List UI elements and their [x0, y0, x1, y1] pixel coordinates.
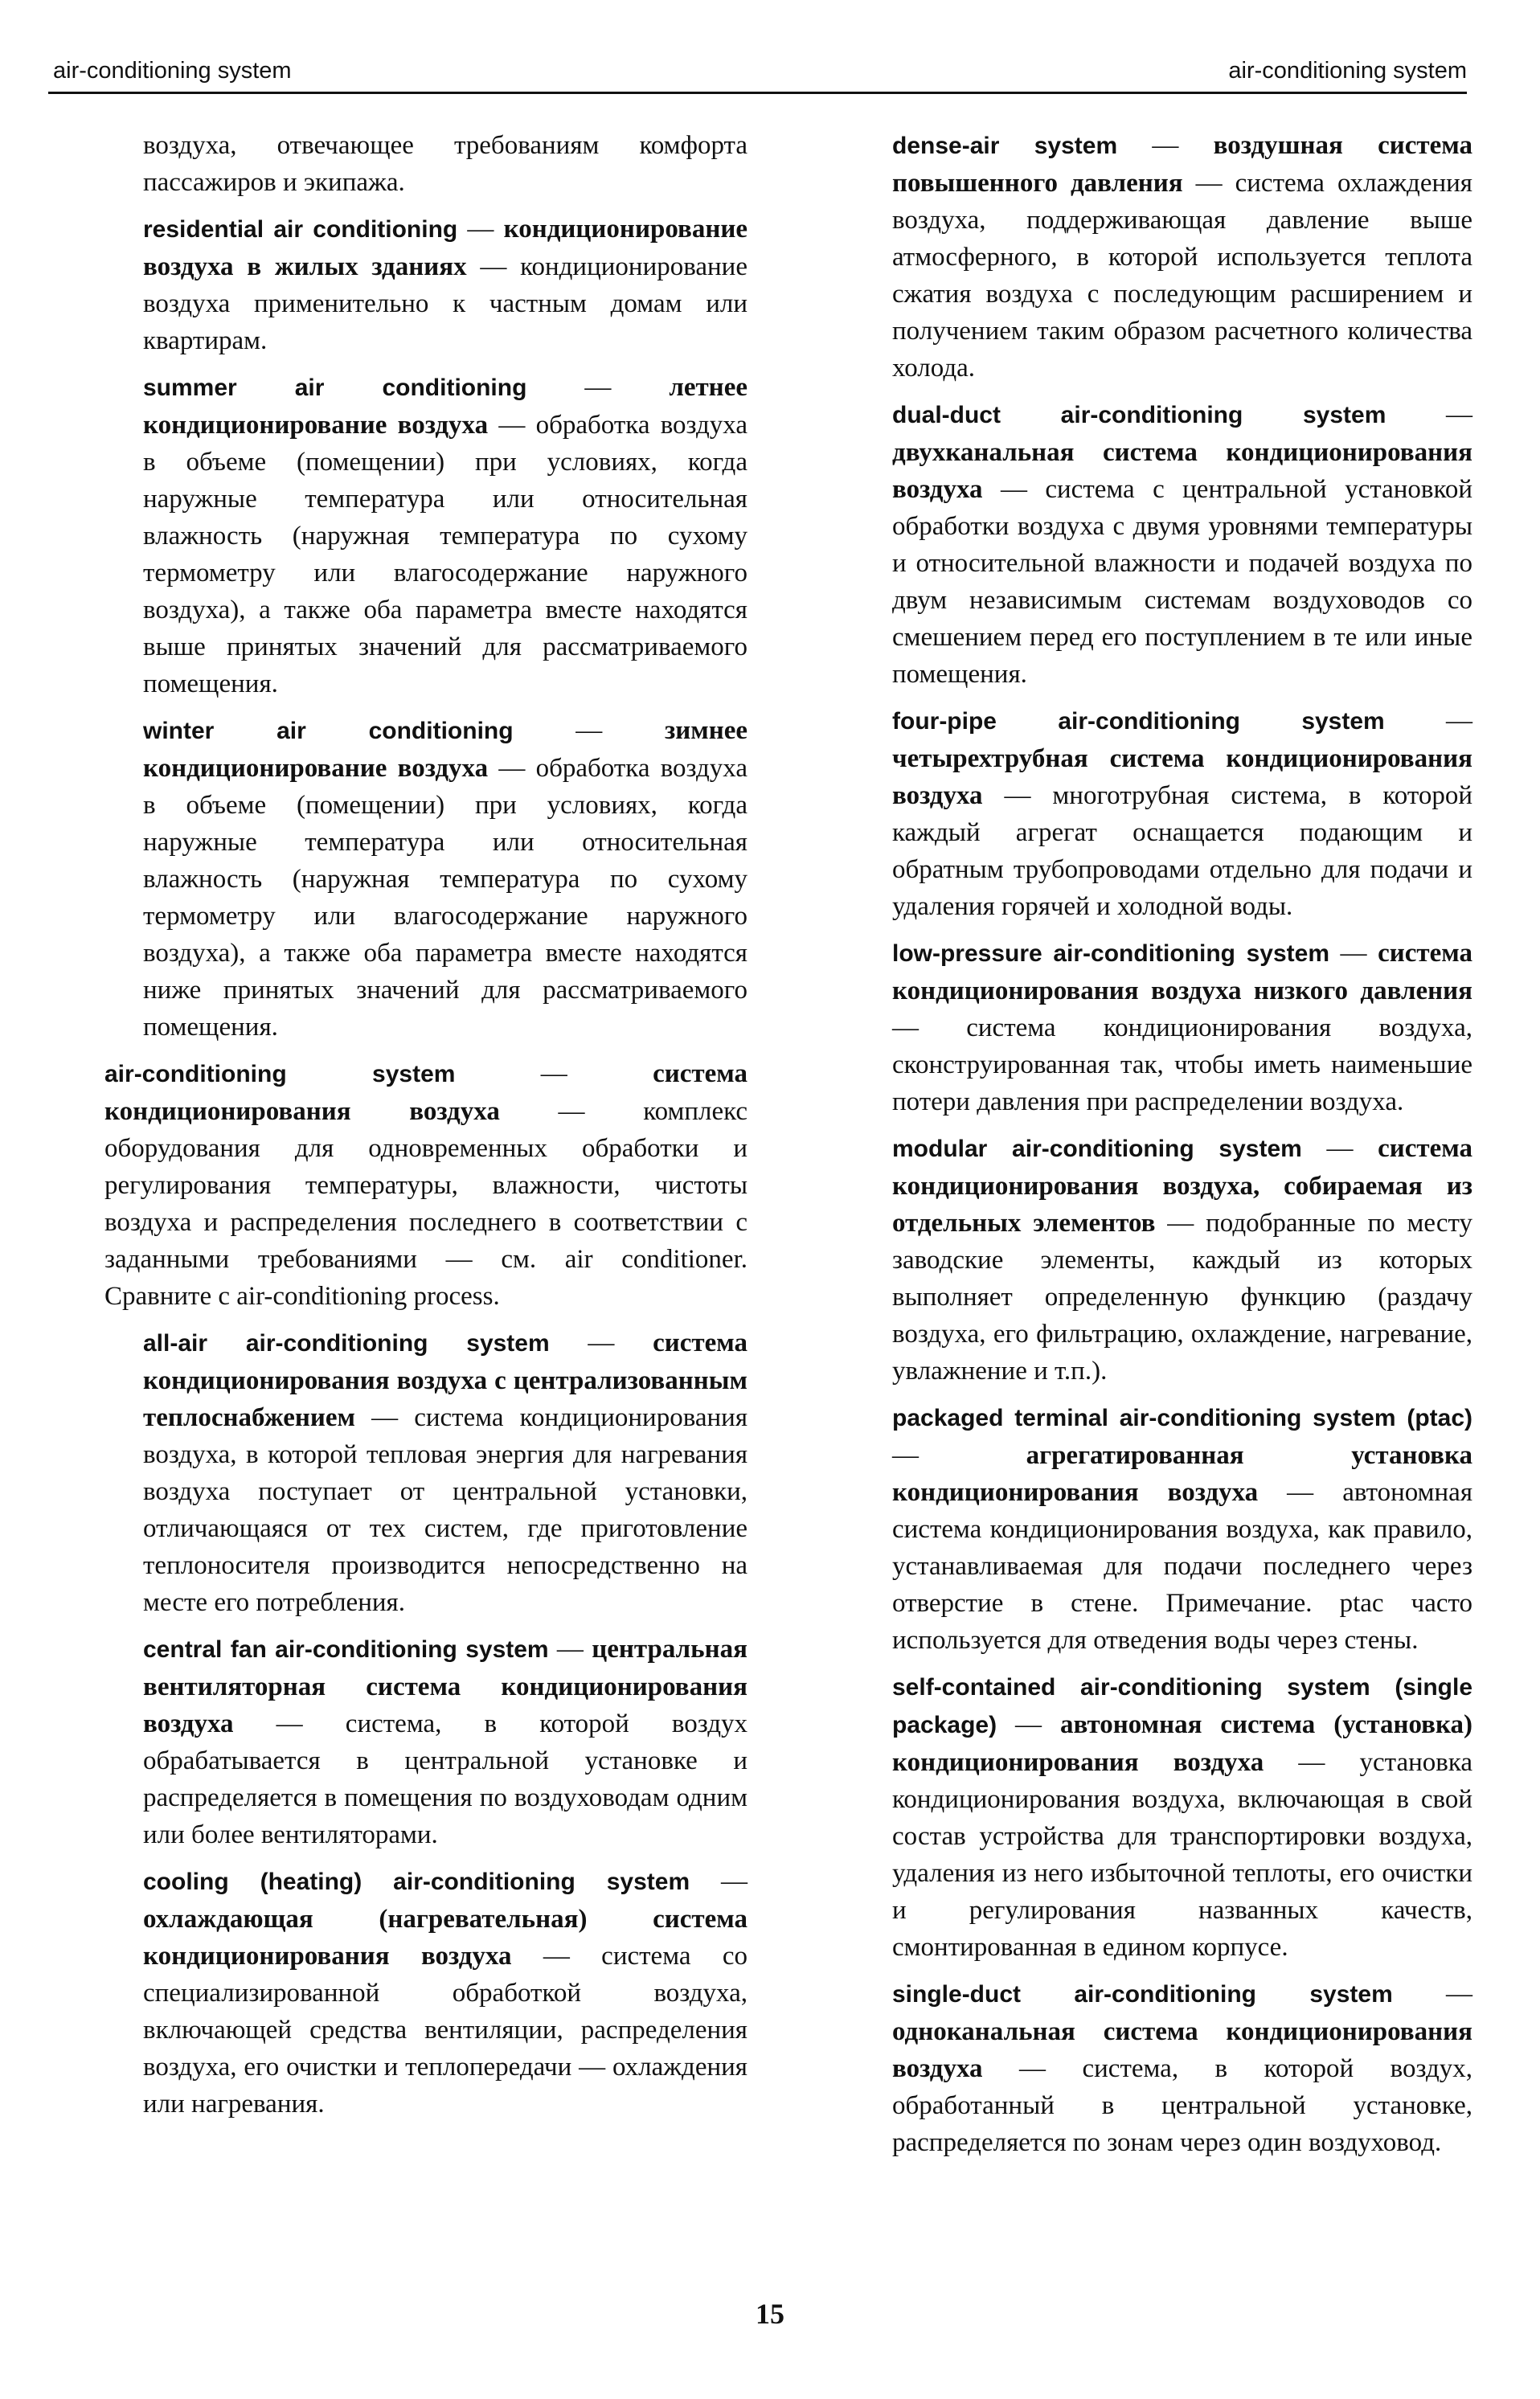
running-header [48, 58, 1467, 88]
entry-term: all-air air-conditioning system [143, 1330, 550, 1357]
entry-term: dense-air system [892, 133, 1118, 159]
entry-definition: многотрубная система, в которой каждый агрегат оснащается подающим и обратным трубопроводами отдельно для подачи и удаления горячей и холодной воды. [892, 781, 1472, 921]
dictionary-entry: single-duct air-conditioning system — одноканальная система кондиционирования воздуха — система, в которой воздух, обработанный в центральной установке, распределяется по зонам через один воздуховод. [892, 1979, 1473, 2157]
entry-translation: система кондиционирования воздуха с централизованным теплоснабжением [143, 1328, 747, 1432]
entry-translation: четырехтрубная система кондиционирования воздуха [892, 744, 1472, 810]
entry-definition: система с центральной установкой обработки воздуха с двумя уровнями температуры и относительной влажности и подачей воздуха по двум независимым системам воздуховодов со смешением перед его поступлением в те или иные помещения. [892, 475, 1473, 689]
entry-definition: система, в которой воздух, обработанный в центральной установке, распределяется по зонам через один воздуховод. [892, 2054, 1473, 2157]
entry-translation: зимнее кондиционирование воздуха [143, 716, 748, 783]
dictionary-entry: four-pipe air-conditioning system — четырехтрубная система кондиционирования воздуха — многотрубная система, в которой каждый агрегат оснащается подающим и обратным трубопроводами отдельно для подачи и удаления горячей и холодной воды. [892, 706, 1472, 921]
entry-definition: воздуха, отвечающее требованиям комфорта пассажиров и экипажа. [143, 131, 747, 197]
entry-definition: обработка воздуха в объеме (помещении) при условиях, когда наружные температура или относительная влажность (наружная температура по сухому термометру или влагосодержание наружного воздуха), а также оба параметра вместе находятся ниже принятых значений для рассматриваемого помещения. [143, 754, 747, 1042]
entry-translation: центральная вентиляторная система кондиционирования воздуха [143, 1635, 747, 1738]
entry-translation: автономная система (установка) кондиционирования воздуха [892, 1710, 1472, 1777]
right-column [854, 127, 1472, 2171]
entry-translation: воздушная система повышенного давления [892, 131, 1472, 198]
entry-term: summer air conditioning [143, 375, 527, 401]
entry-translation: летнее кондиционирование воздуха [143, 373, 747, 440]
entry-translation: охлаждающая (нагревательная) система кондиционирования воздуха [143, 1905, 747, 1971]
dictionary-entry: residential air conditioning — кондиционирование воздуха в жилых зданиях — кондиционирование воздуха применительно к частным домам или квартирам. [143, 215, 747, 355]
entry-definition: обработка воздуха в объеме (помещении) при условиях, когда наружные температура или относительная влажность (наружная температура по сухому термометру или влагосодержание наружного воздуха), а также оба параметра вместе находятся выше принятых значений для рассматриваемого помещения. [143, 411, 747, 698]
dictionary-entry: low-pressure air-conditioning system — система кондиционирования воздуха низкого давления — система кондиционирования воздуха, сконструированная так, чтобы иметь наименьшие потери давления при распределении воздуха. [892, 939, 1473, 1116]
entry-definition: кондиционирование воздуха применительно к частным домам или квартирам. [143, 252, 747, 355]
entry-term: four-pipe air-conditioning system [892, 708, 1385, 735]
entry-translation: агрегатированная установка кондиционирования воздуха [892, 1441, 1472, 1507]
dictionary-entry: cooling (heating) air-conditioning system — охлаждающая (нагревательная) система кондиционирования воздуха — система со специализированной обработкой воздуха, включающей средства вентиляции, распределения воздуха, его очистки и теплопередачи — охлаждения или нагревания. [143, 1867, 748, 2119]
entry-definition: система кондиционирования воздуха, в которой тепловая энергия для нагревания воздуха поступает от центральной установки, отличающаяся от тех систем, где приготовление теплоносителя производится непосредственно на месте его потребления. [143, 1403, 747, 1617]
entry-definition: система кондиционирования воздуха, сконструированная так, чтобы иметь наименьшие потери давления при распределении воздуха. [892, 1013, 1473, 1116]
entry-term: residential air conditioning [143, 216, 458, 243]
header-right: air-conditioning system [1228, 58, 1467, 84]
entry-definition: система, в которой воздух обрабатывается в центральной установке и распределяется в помещения по воздуховодам одним или более вентиляторами. [143, 1709, 748, 1849]
dictionary-entry: self-contained air-conditioning system (single package) — автономная система (установка) кондиционирования воздуха — установка кондиционирования воздуха, включающая в свой состав устройства для транспортировки воздуха, удаления из него избыточной теплоты, его очистки и регулирования названных качеств, смонтированная в едином корпусе. [892, 1674, 1473, 1962]
entry-term: winter air conditioning [143, 718, 514, 744]
dictionary-entry: winter air conditioning — зимнее кондиционирование воздуха — обработка воздуха в объеме (помещении) при условиях, когда наружные температура или относительная влажность (наружная температура по сухому термометру или влагосодержание наружного воздуха), а также оба параметра вместе находятся ниже принятых значений для рассматриваемого помещения. [143, 716, 748, 1042]
entry-definition: система охлаждения воздуха, поддерживающая давление выше атмосферного, в которой используется теплота сжатия воздуха с последующим расширением и получением таким образом расчетного количества холода. [892, 169, 1472, 383]
entry-definition: установка кондиционирования воздуха, включающая в свой состав устройства для транспортировки воздуха, удаления из него избыточной теплоты, его очистки и регулирования названных качеств, смонтированная в едином корпусе. [892, 1748, 1473, 1962]
entry-definition: система со специализированной обработкой воздуха, включающей средства вентиляции, распределения воздуха, его очистки и теплопередачи — охлаждения или нагревания. [143, 1942, 747, 2119]
dictionary-entry: all-air air-conditioning system — система кондиционирования воздуха с централизованным теплоснабжением — система кондиционирования воздуха, в которой тепловая энергия для нагревания воздуха поступает от центральной установки, отличающаяся от тех систем, где приготовление теплоносителя производится непосредственно на месте его потребления. [143, 1328, 747, 1617]
header-left: air-conditioning system [53, 58, 292, 84]
entry-term: dual-duct air-conditioning system [892, 402, 1386, 428]
entry-translation: кондиционирование воздуха в жилых зданиях [143, 215, 747, 281]
entry-term: low-pressure air-conditioning system [892, 940, 1330, 967]
dictionary-entry: air-conditioning system — система кондиционирования воздуха — комплекс оборудования для одновременных обработки и регулирования температуры, влажности, чистоты воздуха и распределения последнего в соответствии с заданными требованиями — см. air conditioner. Сравните с air-conditioning process. [104, 1059, 748, 1311]
entry-definition: подобранные по месту заводские элементы, каждый из которых выполняет определенную функцию (раздачу воздуха, его фильтрацию, охлаждение, нагревание, увлажнение и т.п.). [892, 1209, 1472, 1386]
dictionary-entry: dual-duct air-conditioning system — двухканальная система кондиционирования воздуха — система с центральной установкой обработки воздуха с двумя уровнями температуры и относительной влажности и подачей воздуха по двум независимым системам воздуховодов со смешением перед его поступлением в те или иные помещения. [892, 400, 1473, 689]
entry-term: self-contained air-conditioning system (single package) [892, 1674, 1472, 1738]
entry-definition: автономная система кондиционирования воздуха, как правило, устанавливаемая для подачи последнего через отверстие в стене. Примечание. ptac часто используется для отведения воды через стены. [892, 1478, 1472, 1655]
dictionary-entry: summer air conditioning — летнее кондиционирование воздуха — обработка воздуха в объеме (помещении) при условиях, когда наружные температура или относительная влажность (наружная температура по сухому термометру или влагосодержание наружного воздуха), а также оба параметра вместе находятся выше принятых значений для рассматриваемого помещения. [143, 373, 747, 698]
entry-term: cooling (heating) air-conditioning system [143, 1869, 690, 1895]
entry-translation: система кондиционирования воздуха, собираемая из отдельных элементов [892, 1134, 1473, 1238]
entry-term: modular air-conditioning system [892, 1136, 1302, 1162]
entry-term: central fan air-conditioning system [143, 1636, 549, 1663]
dictionary-entry: central fan air-conditioning system — центральная вентиляторная система кондиционирования воздуха — система, в которой воздух обрабатывается в центральной установке и распределяется в помещения по воздуховодам одним или более вентиляторами. [143, 1635, 748, 1849]
page-number: 15 [756, 2298, 784, 2330]
entry-term: packaged terminal air-conditioning system (ptac) [892, 1405, 1472, 1431]
left-column [104, 127, 747, 2132]
entry-term: single-duct air-conditioning system [892, 1981, 1393, 2008]
entry-translation: двухканальная система кондиционирования воздуха [892, 438, 1472, 504]
dictionary-entry [143, 127, 747, 201]
dictionary-entry: dense-air system — воздушная система повышенного давления — система охлаждения воздуха, поддерживающая давление выше атмосферного, в которой используется теплота сжатия воздуха с последующим расширением и получением таким образом расчетного количества холода. [892, 131, 1472, 383]
entry-term: air-conditioning system [104, 1061, 456, 1087]
dictionary-entry: packaged terminal air-conditioning system (ptac) — агрегатированная установка кондиционирования воздуха — автономная система кондиционирования воздуха, как правило, устанавливаемая для подачи последнего через отверстие в стене. Примечание. ptac часто используется для отведения воды через стены. [892, 1405, 1472, 1655]
dictionary-entry: modular air-conditioning system — система кондиционирования воздуха, собираемая из отдельных элементов — подобранные по месту заводские элементы, каждый из которых выполняет определенную функцию (раздачу воздуха, его фильтрацию, охлаждение, нагревание, увлажнение и т.п.). [892, 1134, 1473, 1386]
entry-translation: система кондиционирования воздуха [104, 1059, 747, 1126]
entry-definition: комплекс оборудования для одновременных обработки и регулирования температуры, влажности, чистоты воздуха и распределения последнего в соответствии с заданными требованиями — см. air conditioner. Сравните с air-conditioning process. [104, 1097, 748, 1311]
entry-translation: система кондиционирования воздуха низкого давления [892, 939, 1473, 1005]
entry-translation: одноканальная система кондиционирования воздуха [892, 2017, 1472, 2083]
header-rule [48, 92, 1467, 94]
